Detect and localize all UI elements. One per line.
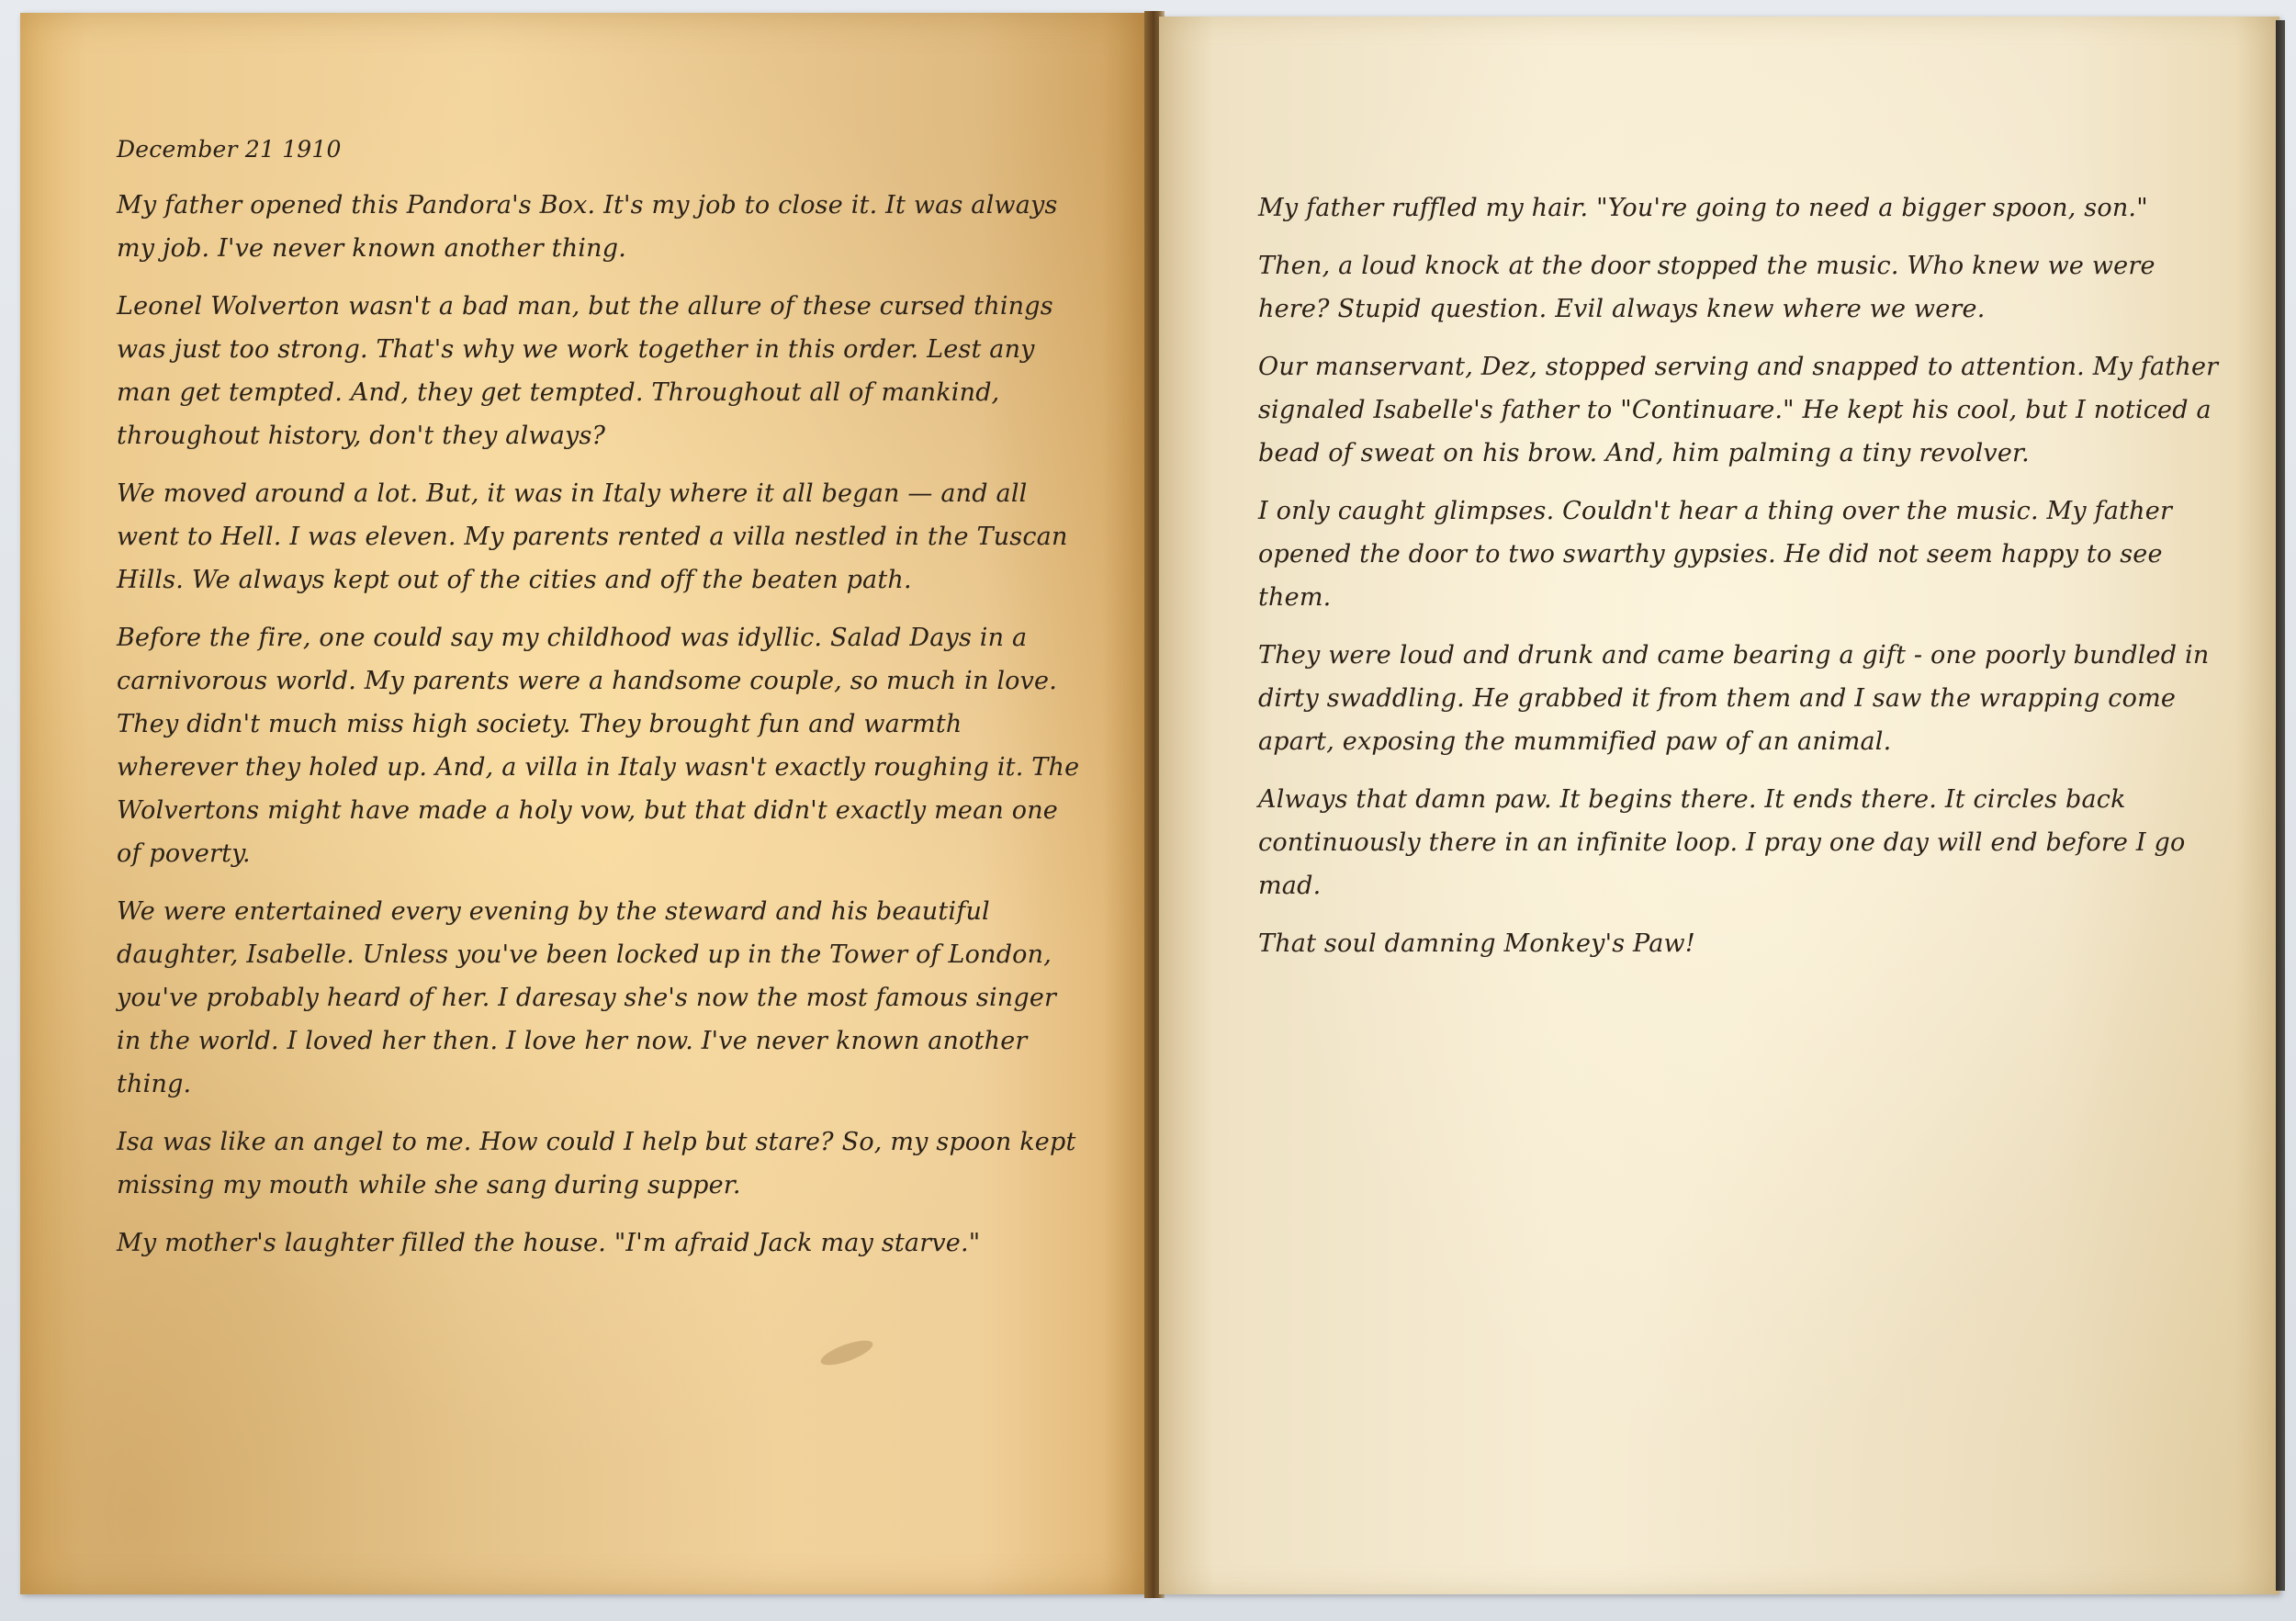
right-paragraph: Then, a loud knock at the door stopped the music. Who knew we were here? Stupid question. Evil always knew where we were. [1258,252,2155,323]
right-paragraph: My father ruffled my hair. "You're going to need a bigger spoon, son." [1258,194,2148,222]
left-paragraph: We moved around a lot. But, it was in Italy where it all began — and all went to Hell. I was eleven. My parents rented a villa nestled in the Tuscan Hills. We always kept out of the cities and off the beaten path. [117,479,1068,594]
left-page-text [117,128,1081,1279]
right-paragraph: Always that damn paw. It begins there. It ends there. It circles back continuously there in an infinite loop. I pray one day will end before I go mad. [1258,785,2186,900]
right-page-text [1258,186,2232,980]
left-paragraph: Before the fire, one could say my childhood was idyllic. Salad Days in a carnivorous world. My parents were a handsome couple, so much in love. They didn't much miss high society. They brought fun and warmth wherever they holed up. And, a villa in Italy wasn't exactly roughing it. The Wolvertons might have made a holy vow, but that didn't exactly mean one of poverty. [117,624,1080,868]
left-page [20,13,1150,1594]
left-paragraph: Leonel Wolverton wasn't a bad man, but the allure of these cursed things was just too strong. That's why we work together in this order. Lest any man get tempted. And, they get tempted. Throughout all of mankind, throughout history, don't they always? [117,292,1053,450]
left-paragraph: Isa was like an angel to me. How could I help but stare? So, my spoon kept missing my mouth while she sang during supper. [117,1128,1076,1199]
entry-date: December 21 1910 [117,136,342,163]
right-paragraph: They were loud and drunk and came bearing a gift - one poorly bundled in dirty swaddling. He grabbed it from them and I saw the wrapping come apart, exposing the mummified paw of an animal. [1258,641,2210,756]
right-paragraph: Our manservant, Dez, stopped serving and snapped to attention. My father signaled Isabelle's father to "Continuare." He kept his cool, but I noticed a bead of sweat on his brow. And, him palming a tiny revolver. [1258,353,2219,467]
right-page [1159,17,2279,1594]
left-paragraph: We were entertained every evening by the steward and his beautiful daughter, Isabelle. Unless you've been locked up in the Tower of London, you've probably heard of her. I daresay she's now the most famous singer in the world. I loved her then. I love her now. I've never known another thing. [117,897,1057,1098]
stain-mark [818,1335,876,1369]
left-paragraph: My father opened this Pandora's Box. It's my job to close it. It was always my job. I've never known another thing. [117,191,1058,263]
book-cover-edge [2276,20,2285,1591]
right-paragraph: That soul damning Monkey's Paw! [1258,929,1695,958]
right-paragraph: I only caught glimpses. Couldn't hear a thing over the music. My father opened the door to two swarthy gypsies. He did not seem happy to see them. [1258,497,2173,612]
left-paragraph: My mother's laughter filled the house. "I'm afraid Jack may starve." [117,1229,981,1257]
